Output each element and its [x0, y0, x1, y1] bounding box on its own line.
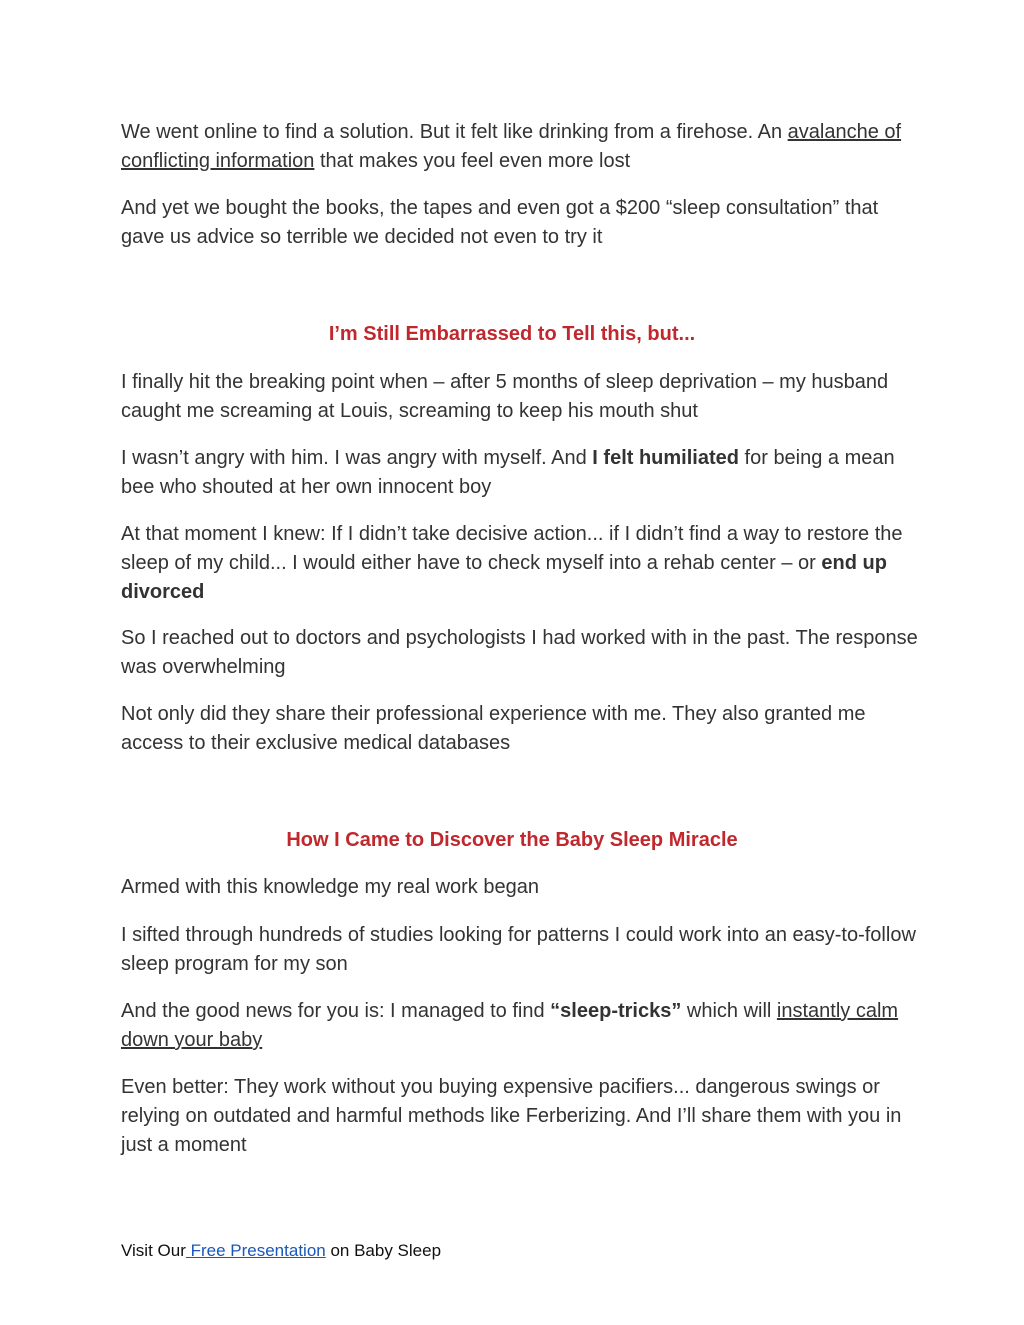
paragraph-knowledge: Armed with this knowledge my real work began: [121, 876, 539, 898]
paragraph-sleep-tricks: [121, 997, 921, 1055]
footer-suffix: on Baby Sleep: [325, 1241, 442, 1260]
paragraph-breaking-point: I finally hit the breaking point when – after 5 months of sleep deprivation – my husband caught me screaming at Louis, screaming to keep his mouth shut: [121, 371, 889, 422]
paragraph-text: that makes you feel even more lost: [314, 150, 631, 172]
paragraph-doctors: So I reached out to doctors and psychologists I had worked with in the past. The response was overwhelming: [121, 627, 918, 678]
underlined-phrase: avalanche of conflicting information: [121, 121, 902, 172]
bold-phrase: “sleep-tricks”: [550, 1000, 682, 1022]
section-heading-embarrassed: I’m Still Embarrassed to Tell this, but...: [328, 323, 696, 345]
underlined-phrase: instantly calm down your baby: [121, 1000, 899, 1051]
paragraph-even-better: Even better: They work without you buying expensive pacifiers... dangerous swings or relying on outdated and harmful methods like Ferberizing. And I’ll share them with you in just a moment: [121, 1076, 902, 1156]
paragraph-text: for being a mean bee who shouted at her own innocent boy: [121, 447, 895, 498]
paragraph-sleep-consultation: And yet we bought the books, the tapes and even got a $200 “sleep consultation” that gave us advice so terrible we decided not even to try it: [121, 197, 879, 248]
paragraph-databases: Not only did they share their professional experience with me. They also granted me access to their exclusive medical databases: [121, 703, 866, 754]
bold-phrase: I felt humiliated: [592, 447, 739, 469]
section-heading-discover: How I Came to Discover the Baby Sleep Miracle: [286, 829, 738, 851]
paragraph-text: We went online to find a solution. But it felt like drinking from a firehose. An: [121, 121, 788, 143]
paragraph-studies: I sifted through hundreds of studies looking for patterns I could work into an easy-to-follow sleep program for my son: [121, 924, 916, 975]
paragraph-decisive-action: [121, 520, 921, 607]
paragraph-firehose: [121, 118, 921, 176]
free-presentation-link[interactable]: Free Presentation: [185, 1241, 326, 1260]
bold-phrase: end up divorced: [121, 552, 887, 603]
paragraph-text: which will: [681, 1000, 777, 1022]
paragraph-text: And the good news for you is: I managed to find: [121, 1000, 551, 1022]
footer-line: [121, 1240, 441, 1262]
paragraph-text: At that moment I knew: If I didn’t take decisive action... if I didn’t find a way to restore the sleep of my child... I would either have to check myself into a rehab center – or: [121, 523, 903, 574]
footer-prefix: Visit Our: [121, 1241, 186, 1260]
paragraph-text: I wasn’t angry with him. I was angry with myself. And: [121, 447, 593, 469]
paragraph-humiliated: [121, 444, 921, 502]
